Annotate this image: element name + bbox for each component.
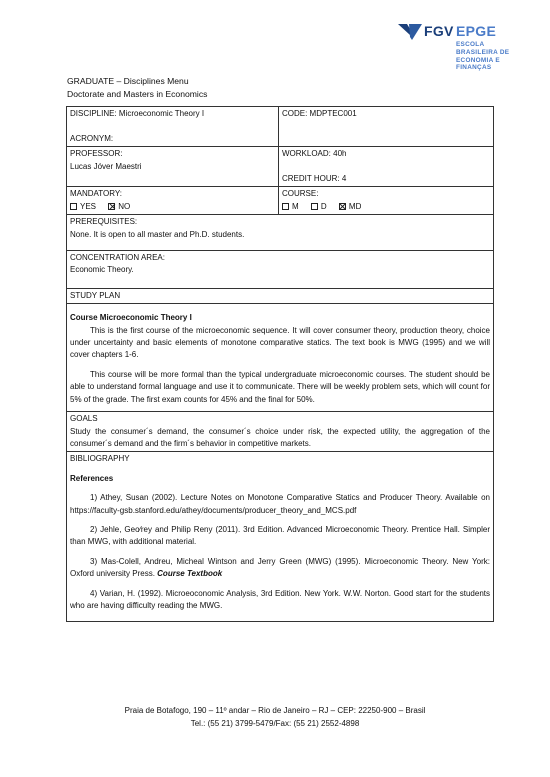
- footer-phone: Tel.: (55 21) 3799-5479/Fax: (55 21) 2552-4898: [190, 718, 360, 728]
- mandatory-cell: [67, 187, 279, 215]
- discipline-form: [66, 106, 494, 622]
- fgv-epge-logo: [398, 22, 523, 82]
- goals-cell: [67, 412, 494, 452]
- bibliography-row: [67, 452, 494, 622]
- mandatory-label: MANDATORY:: [70, 189, 123, 199]
- logo-line: FINANÇAS: [456, 64, 492, 72]
- concentration-row: [67, 251, 494, 289]
- goals-text: Study the consumer´s demand, the consumer´s choice under risk, the expected utility, the aggregation of the consumer´s demand and the firm´s behavior in competitive markets.: [70, 426, 490, 448]
- mandatory-no-label: NO: [118, 201, 131, 211]
- prerequisites-row: [67, 215, 494, 251]
- logo-subtitle: [456, 41, 509, 72]
- logo-line: ESCOLA: [456, 41, 485, 48]
- reference-2: 2) Jehle, Geo⁄rey and Philip Reny (2011). 3rd Edition. Advanced Microeconomic Theory. Prentice Hall. Simpler than MWG, with additional material.: [70, 524, 490, 547]
- code-cell: [279, 107, 494, 147]
- discipline-cell: [67, 107, 279, 147]
- mandatory-row: [67, 187, 494, 215]
- course-d-checkbox[interactable]: [311, 203, 318, 210]
- concentration-text: Economic Theory.: [70, 265, 134, 275]
- footer-address: Praia de Botafogo, 190 – 11º andar – Rio de Janeiro – RJ – CEP: 22250-900 – Brasil: [124, 706, 426, 715]
- logo-line: BRASILEIRA DE: [456, 48, 510, 56]
- course-m-label: M: [292, 201, 299, 211]
- workload-field: WORKLOAD: 40h: [282, 149, 347, 159]
- logo-line: ECONOMIA E: [456, 56, 500, 64]
- logo-epge-text: EPGE: [456, 23, 497, 39]
- prerequisites-cell: [67, 215, 494, 251]
- bibliography-label: BIBLIOGRAPHY: [70, 454, 130, 464]
- fgv-chevron-icon: [398, 24, 422, 40]
- reference-3-text: 3) Mas-Colell, Andreu, Micheal Wintson and Jerry Green (MWG) (1995). Microeconomic Theory. New York: Oxford university Press.: [70, 556, 490, 579]
- study-plan-paragraph-2: This course will be more formal than the typical undergraduate microeconomic courses. The student should be able to understand formal language and use it to communicate. There will be weekly problem sets, which will count for 5% of the grade. The first exam counts for 45% and the final for 50%.: [70, 369, 490, 404]
- mandatory-no-checkbox[interactable]: [108, 203, 115, 210]
- page-footer: [0, 705, 550, 730]
- reference-3: [70, 556, 490, 581]
- reference-4: 4) Varian, H. (1992). Microeoconomic Analysis, 3rd Edition. New York. W.W. Norton. Good start for the students who are having difficulty reading the MWG.: [70, 588, 490, 610]
- professor-cell: [67, 147, 279, 187]
- goals-row: [67, 412, 494, 452]
- prerequisites-text: None. It is open to all master and Ph.D. students.: [70, 229, 245, 239]
- professor-label: PROFESSOR:: [70, 149, 123, 159]
- course-textbook-note: Course Textbook: [157, 569, 223, 579]
- references-heading: References: [70, 473, 114, 483]
- study-plan-paragraph-1: This is the first course of the microeconomic sequence. It will cover consumer theory, production theory, choice under uncertainty and basic elements of monotone comparative statics. The text book is MWG (1995) and we will cover chapters 1-6.: [70, 325, 490, 360]
- study-plan-label: STUDY PLAN: [67, 288, 494, 303]
- course-md-label: MD: [348, 201, 362, 211]
- course-d-label: D: [320, 201, 327, 211]
- workload-cell: [279, 147, 494, 187]
- study-plan-header-row: [67, 288, 494, 303]
- mandatory-yes-label: YES: [80, 201, 97, 211]
- bibliography-cell: [67, 452, 494, 622]
- logo-fgv-text: FGV: [424, 23, 454, 39]
- study-plan-title: Course Microeconomic Theory I: [70, 313, 192, 323]
- discipline-field: DISCIPLINE: Microeconomic Theory I: [70, 109, 205, 118]
- acronym-field: ACRONYM:: [70, 133, 114, 143]
- prerequisites-label: PREREQUISITES:: [70, 217, 138, 227]
- goals-label: GOALS: [70, 414, 98, 424]
- course-m-checkbox[interactable]: [282, 203, 289, 210]
- study-plan-row: [67, 304, 494, 412]
- code-field: CODE: MDPTEC001: [282, 109, 357, 118]
- mandatory-yes-checkbox[interactable]: [70, 203, 77, 210]
- concentration-label: CONCENTRATION AREA:: [70, 253, 165, 263]
- concentration-cell: [67, 251, 494, 289]
- course-md-checkbox[interactable]: [339, 203, 346, 210]
- document-header: [67, 75, 207, 101]
- study-plan-cell: [67, 304, 494, 412]
- credit-hour-field: CREDIT HOUR: 4: [282, 174, 347, 183]
- course-cell: [279, 187, 494, 215]
- course-label: COURSE:: [282, 189, 319, 199]
- header-line-2: Doctorate and Masters in Economics: [67, 89, 208, 99]
- reference-1: 1) Athey, Susan (2002). Lecture Notes on Monotone Comparative Statics and Producer Theory. Available on https://faculty-gsb.stanford.edu/athey/documents/producer_theory_and_MCS.pdf: [70, 493, 490, 515]
- professor-name: Lucas Jóver Maestri: [70, 161, 142, 171]
- professor-row: [67, 147, 494, 187]
- discipline-row: [67, 107, 494, 147]
- header-line-1: GRADUATE – Disciplines Menu: [67, 76, 189, 86]
